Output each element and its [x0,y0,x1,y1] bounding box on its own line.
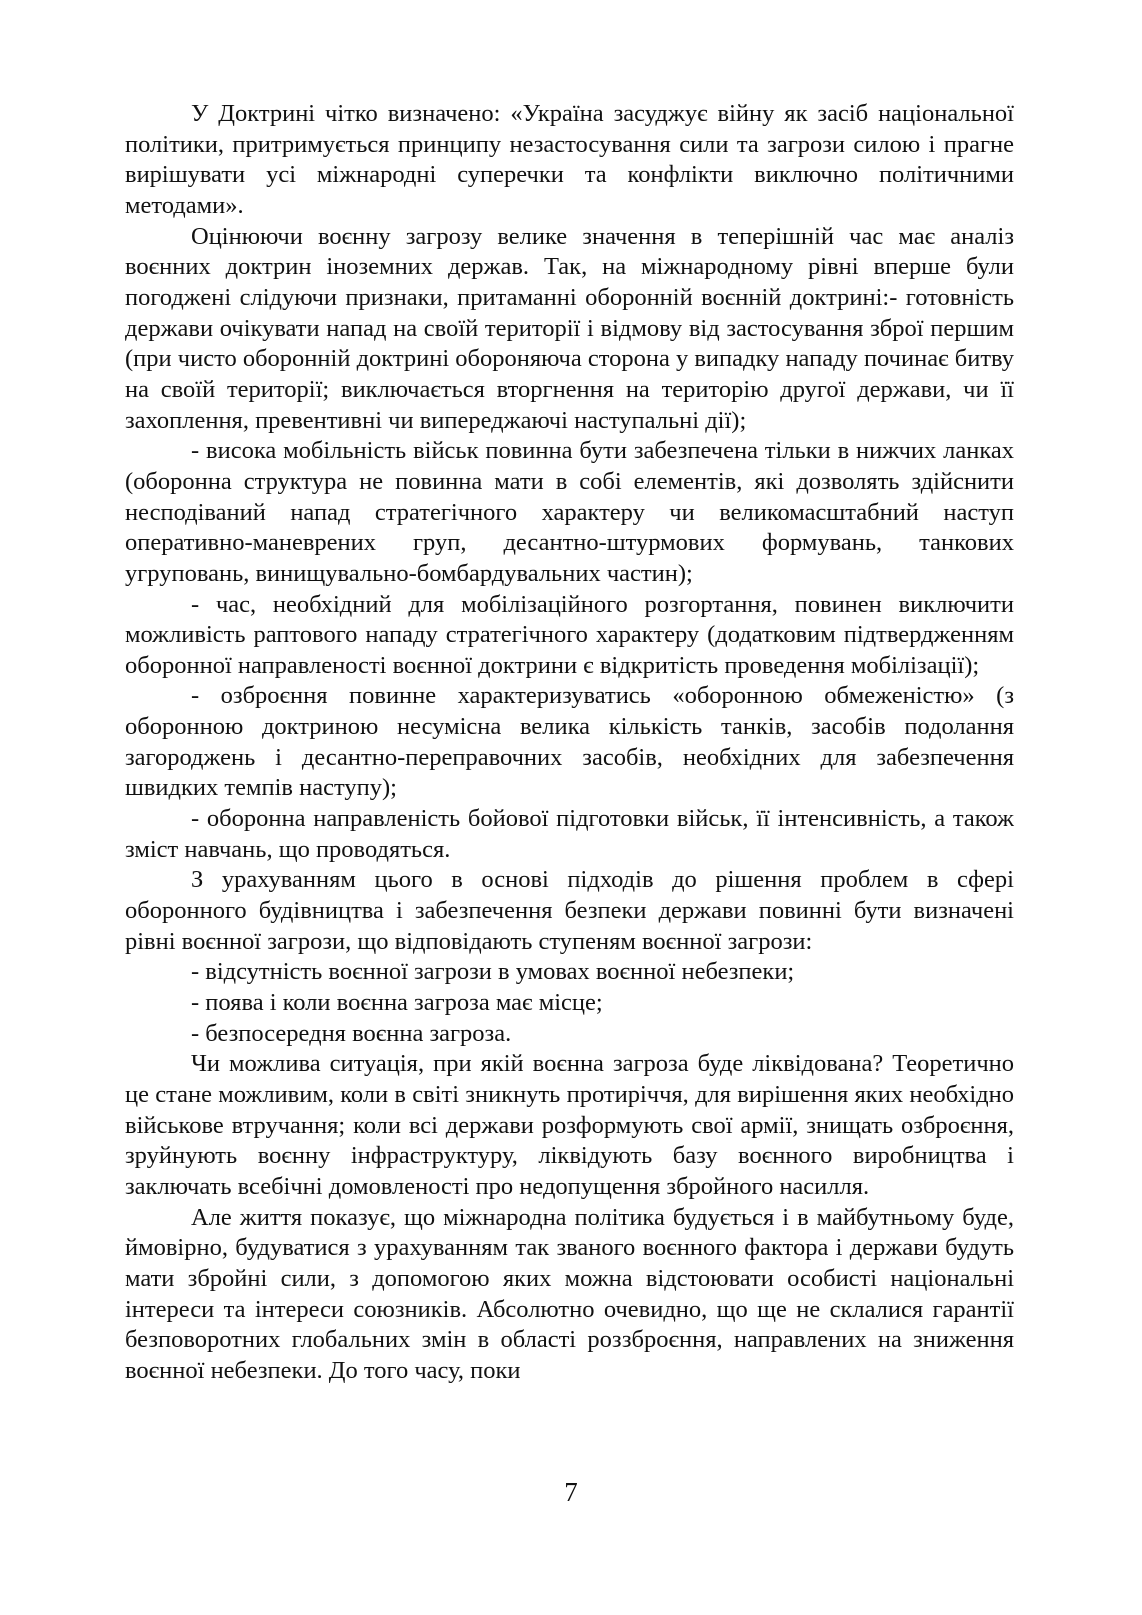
page-number: 7 [564,1477,578,1507]
paragraph-threat-elimination: Чи можлива ситуація, при якій воєнна загроза буде ліквідована? Теоретично це стане можливим, коли в світі зникнуть протиріччя, для вирішення яких необхідно військове втручання; коли всі держави розформують свої армії, знищать озброєння, зруйнують воєнну інфраструктуру, ліквідують базу воєнного виробництва і заключать всебічні домовленості про недопущення збройного насилля. [125,1050,1014,1200]
paragraph-mobilization: - час, необхідний для мобілізаційного розгортання, повинен виключити можливість раптового нападу стратегічного характеру (додатковим підтвердженням оборонної направленості воєнної доктрини є відкритість проведення мобілізації); [125,590,1014,679]
paragraph-mobility: - висока мобільність військ повинна бути забезпечена тільки в нижчих ланках (оборонна структура не повинна мати в собі елементів, які дозволять здійснити несподіваний напад стратегічного характеру чи великомасштабний наступ оперативно-маневрених груп, десантно-штурмових формувань, танкових угруповань, винищувально-бомбардувальних частин); [125,437,1014,587]
body-text [125,99,1014,1387]
list-item-no-threat: - відсутність воєнної загрози в умовах воєнної небезпеки; [191,958,795,986]
paragraph-foreign-doctrines: Оцінюючи воєнну загрозу велике значення в теперішній час має аналіз воєнних доктрин іноземних держав. Так, на міжнародному рівні вперше були погоджені слідуючи признаки, притаманні оборонній воєнній доктрині:- готовність держави очікувати напад на своїй території і відмову від застосування зброї першим (при чисто оборонній доктрині обороняюча сторона у випадку нападу починає битву на своїй території; виключається вторгнення на територію другої держави, чи її захоплення, превентивні чи випереджаючі наступальні дії); [125,222,1014,434]
paragraph-armament: - озброєння повинне характеризуватись «оборонною обмеженістю» (з оборонною доктриною несумісна велика кількість танків, засобів подолання загороджень і десантно-переправочних засобів, необхідних для забезпечення швидких темпів наступу); [125,682,1014,802]
list-item-threat-present: - поява і коли воєнна загроза має місце; [191,989,603,1017]
paragraph-doctrine-quote: У Доктрині чітко визначено: «Україна засуджує війну як засіб національної політики, притримується принципу незастосування сили та загрози силою і прагне вирішувати усі міжнародні суперечки та конфлікти виключно політичними методами». [125,100,1014,219]
list-item-direct-threat: - безпосередня воєнна загроза. [191,1019,512,1047]
paragraph-international-politics: Але життя показує, що міжнародна політика будується і в майбутньому буде, ймовірно, будуватися з урахуванням так званого воєнного фактора і держави будуть мати збройні сили, з допомогою яких можна відстоювати особисті національні інтереси та інтереси союзників. Абсолютно очевидно, що ще не склалися гарантії безповоротних глобальних змін в області роззброєння, направлених на зниження воєнної небезпеки. До того часу, поки [125,1203,1014,1384]
paragraph-training: - оборонна направленість бойової підготовки військ, її інтенсивність, а також зміст навчань, що проводяться. [125,805,1014,863]
paragraph-threat-levels: З урахуванням цього в основі підходів до рішення проблем в сфері оборонного будівництва і забезпечення безпеки держави повинні бути визначені рівні воєнної загрози, що відповідають ступеням воєнної загрози: [125,866,1014,955]
